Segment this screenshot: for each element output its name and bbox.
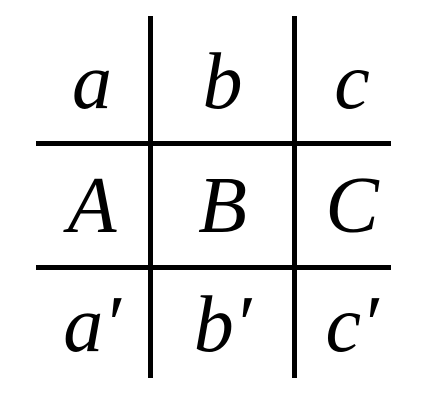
cell-r1-c1: a — [72, 37, 112, 126]
cell-r2-c1: A — [67, 161, 117, 250]
cell-r3-c3: c′ — [325, 281, 379, 369]
cell-r1-c2: b — [202, 37, 243, 126]
cell-r1-c3: c — [334, 37, 370, 126]
cell-r2-c3: C — [325, 161, 379, 250]
cell-r2-c2: B — [198, 161, 247, 250]
cell-r3-c2: b′ — [193, 281, 252, 369]
cell-r3-c1: a′ — [63, 281, 121, 369]
